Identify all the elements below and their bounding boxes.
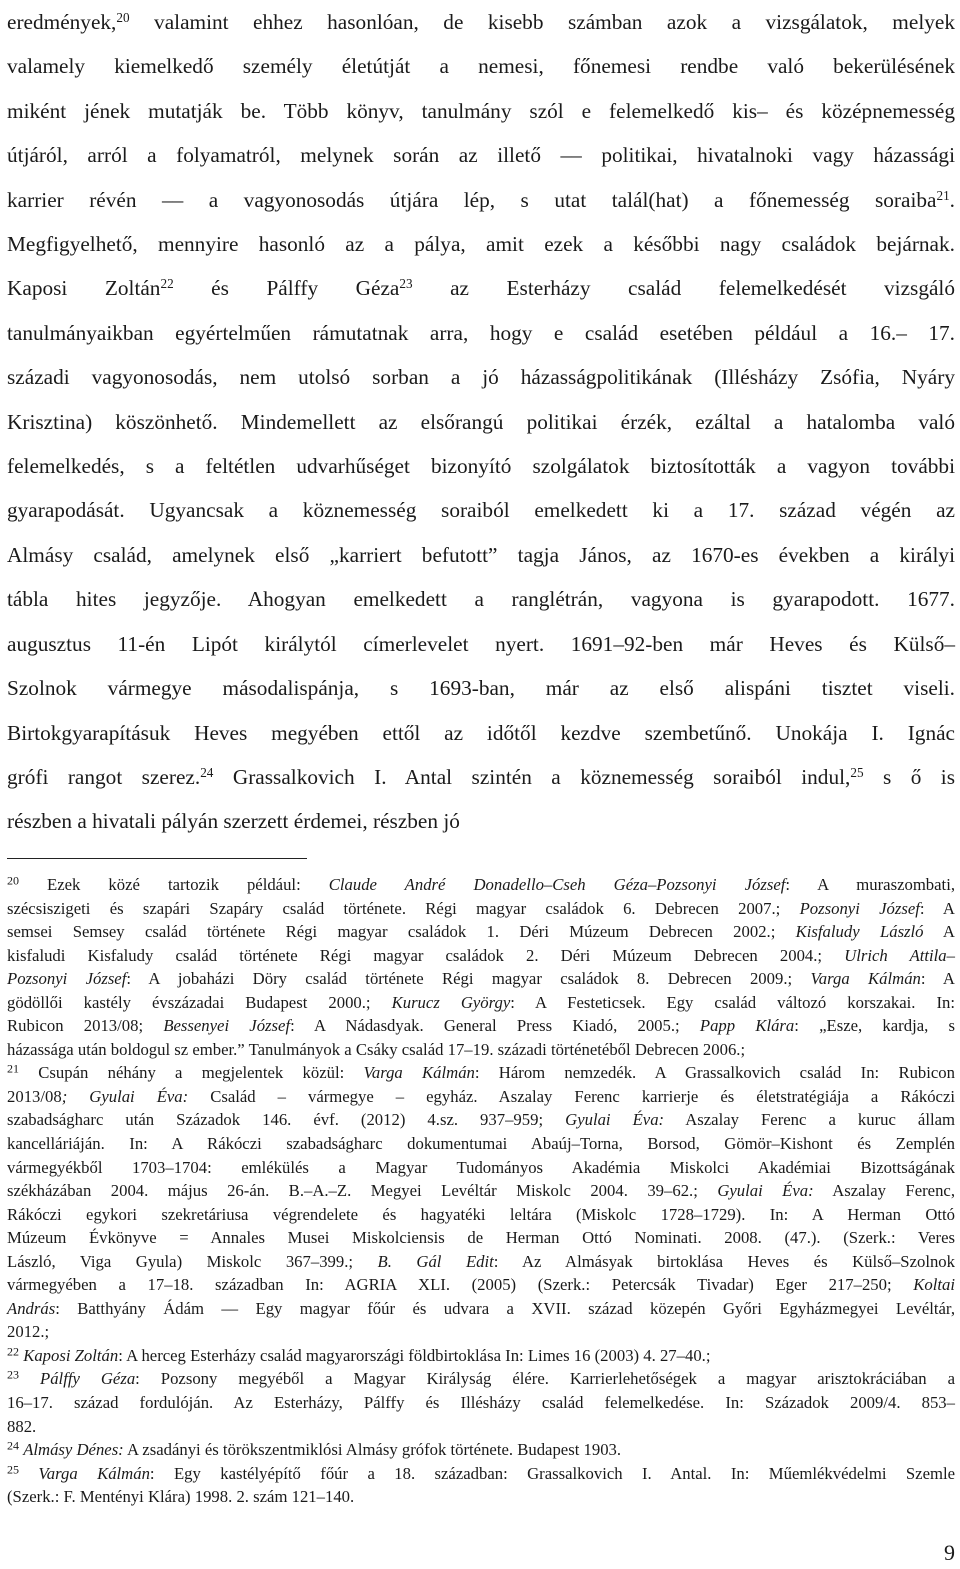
footnote-text-run: 2012.; bbox=[7, 1322, 50, 1342]
body-text-run: századi vagyonosodás, nem utolsó sorban a jó házasságpolitikának (Illésházy Zsófia, Nyáry bbox=[7, 365, 955, 390]
footnote-ref: 21 bbox=[936, 187, 950, 203]
footnote-line bbox=[7, 1156, 955, 1180]
footnote-text-run: gödöllői kastély évszázadai Budapest 2000.; bbox=[7, 992, 392, 1012]
footnote-line bbox=[7, 1367, 955, 1391]
footnote-author: András bbox=[7, 1298, 56, 1318]
footnote-line bbox=[7, 1273, 955, 1297]
footnote-author: Papp Klára bbox=[699, 1016, 795, 1036]
body-text-run: gyarapodását. Ugyancsak a köznemesség soraiból emelkedett ki a 17. század végén az bbox=[7, 498, 955, 523]
footnote-line bbox=[7, 1108, 955, 1132]
body-line bbox=[7, 133, 955, 177]
footnote-text-run: 16–17. század fordulóján. Az Esterházy, Pálffy és Illésházy család felemelkedése. In: Századok 2009/4. 853– bbox=[7, 1393, 955, 1413]
footnote-text-run: ; bbox=[348, 1251, 378, 1271]
body-text-run: valamint ehhez hasonlóan, de kisebb számban azok a vizsgálatok, melyek bbox=[129, 10, 955, 34]
footnote-number: 25 bbox=[7, 1462, 20, 1477]
footnote-text-run: Rákóczi egykori szekretáriusa végrendelete és hagyatéki leltára (Miskolc 1728–1729). In: A Herman Ottó bbox=[7, 1204, 955, 1224]
body-line bbox=[7, 311, 955, 355]
body-line bbox=[7, 666, 955, 710]
footnote-text-run: házassága után boldogul sz ember.” Tanulmányok a Csáky család 17–19. századi történetéből Debrecen 2006.; bbox=[7, 1039, 746, 1059]
body-text-run: s ő is bbox=[863, 764, 955, 789]
footnote-text-run: : Az Almásyak birtoklása Heves és Külső–Szolnok bbox=[493, 1251, 955, 1271]
footnote-number: 23 bbox=[7, 1368, 20, 1383]
footnote-line bbox=[7, 873, 955, 897]
footnote-ref: 22 bbox=[160, 276, 174, 292]
footnote-ref: 20 bbox=[116, 9, 130, 25]
footnote-author: Varga Kálmán bbox=[810, 969, 921, 989]
footnote-line bbox=[7, 1485, 955, 1509]
footnote-author: Gyulai Éva: bbox=[717, 1181, 814, 1201]
footnote-text-run: vármegyékből 1703–1704: emlékülés a Magyar Tudományos Akadémia Miskolci Akadémiai Bizottságának bbox=[7, 1157, 955, 1177]
footnote-author: Gyulai Éva: bbox=[565, 1110, 665, 1130]
body-text-run: karrier révén –– a vagyonosodás útjára lép, s utat talál(hat) a főnemesség soraiba bbox=[7, 187, 937, 212]
footnote-line bbox=[7, 897, 955, 921]
footnote-line bbox=[7, 1462, 955, 1486]
body-text-run: grófi rangot szerez. bbox=[7, 764, 201, 789]
footnote-text-run: semsei Semsey család története Régi magyar családok 1. Déri Múzeum Debrecen 2002.; bbox=[7, 922, 796, 942]
footnote-text-run: Csupán néhány a megjelentek közül: bbox=[19, 1063, 364, 1083]
footnote-line bbox=[7, 1250, 955, 1274]
footnote-author: Almásy Dénes: bbox=[23, 1440, 124, 1460]
body-line bbox=[7, 222, 955, 266]
footnote-author: Ulrich Attila– bbox=[844, 945, 955, 965]
page-number: 9 bbox=[944, 1540, 955, 1565]
footnote-text-run: 2013/08 bbox=[7, 1086, 62, 1106]
body-text-run: felemelkedés, s a feltétlen udvarhűséget bizonyító szolgálatok biztosították a vagyon további bbox=[7, 454, 955, 479]
footnote-ref: 25 bbox=[850, 764, 864, 780]
footnote-text-run: (Szerk.: F. Mentényi Klára) 1998. 2. szám 121–140. bbox=[7, 1487, 355, 1507]
footnote-line bbox=[7, 1320, 955, 1344]
footnote-line bbox=[7, 944, 955, 968]
footnote-text-run: székházában 2004. május 26-án. B.–A.–Z. Megyei Levéltár Miskolc 2004. 39–62.; bbox=[7, 1181, 718, 1201]
footnote-number: 20 bbox=[7, 873, 20, 888]
footnote-author: Kaposi Zoltán bbox=[23, 1345, 119, 1365]
footnote-author: Varga Kálmán bbox=[363, 1063, 475, 1083]
body-text-run: augusztus 11-én Lipót királytól címerlevelet nyert. 1691–92-ben már Heves és Külső– bbox=[7, 631, 955, 656]
footnote-separator bbox=[7, 858, 307, 859]
footnote-line bbox=[7, 1014, 955, 1038]
footnote-line bbox=[7, 967, 955, 991]
footnote-text-run: vármegyében a 17–18. században In: AGRIA XLI. (2005) (Szerk.: Petercsák Tivadar) Eger 217–250; bbox=[7, 1275, 914, 1295]
body-text-run: és Pálffy Géza bbox=[173, 276, 400, 301]
footnote-author: Claude André Donadello–Cseh Géza–Pozsonyi József bbox=[328, 875, 786, 894]
footnote-text-run: kancelláriáján. In: A Rákóczi szabadságharc dokumentumai Abaúj–Torna, Borsod, Gömör–Kishont és Zemplén bbox=[7, 1134, 955, 1154]
footnote-text-run: : Három nemzedék. A Grassalkovich család In: Rubicon bbox=[474, 1063, 955, 1083]
body-line bbox=[7, 799, 955, 843]
body-text-run: részben a hivatali pályán szerzett érdemei, részben jó bbox=[7, 809, 460, 834]
footnote-number: 22 bbox=[7, 1344, 20, 1359]
body-line bbox=[7, 533, 955, 577]
footnote-text-run bbox=[19, 1369, 40, 1388]
body-text-run: Krisztina) köszönhető. Mindemellett az elsőrangú politikai érzék, ezáltal a hatalomba való bbox=[7, 409, 955, 434]
body-line bbox=[7, 400, 955, 444]
footnote-author: B. Gál Edit bbox=[377, 1251, 494, 1271]
footnote-text-run: Aszalay Ferenc, bbox=[813, 1181, 955, 1201]
footnote-author: Koltai bbox=[913, 1275, 955, 1295]
body-text-run: miként jének mutatják be. Több könyv, tanulmány szól e felemelkedő kis– és középnemesség bbox=[7, 98, 955, 123]
footnote-text-run: : Egy kastélyépítő főúr a 18. században: Grassalkovich I. Antal. In: Műemlékvédelmi Szemle bbox=[149, 1463, 955, 1483]
footnote-author: Kurucz György bbox=[391, 992, 511, 1012]
body-line bbox=[7, 0, 955, 44]
body-text-run: Megfigyelhető, mennyire hasonló az a pálya, amit ezek a későbbi nagy családok bejárnak. bbox=[7, 232, 955, 257]
body-text-run: valamely kiemelkedő személy életútját a nemesi, főnemesi rendbe való bekerülésének bbox=[7, 54, 955, 79]
footnote-line bbox=[7, 1391, 955, 1415]
footnote-number: 21 bbox=[7, 1061, 20, 1076]
body-text-run: tanulmányaikban egyértelműen rámutatnak arra, hogy e család esetében például a 16.– 17. bbox=[7, 320, 955, 345]
footnote-author: Pozsonyi József bbox=[799, 898, 920, 918]
body-line bbox=[7, 622, 955, 666]
body-text-run: . bbox=[949, 187, 955, 212]
footnote-line bbox=[7, 991, 955, 1015]
footnote-number: 24 bbox=[7, 1438, 20, 1453]
body-text-run: Szolnok vármegye másodalispánja, s 1693-ban, már az első alispáni tisztet viseli. bbox=[7, 676, 955, 701]
footnote-text-run: Ezek közé tartozik például: bbox=[19, 875, 329, 894]
footnote-line bbox=[7, 1038, 955, 1062]
footnote-text-run: A bbox=[923, 922, 955, 942]
footnotes bbox=[7, 873, 955, 1509]
body-text-run: Kaposi Zoltán bbox=[7, 276, 161, 301]
footnote-text-run: : A bbox=[919, 898, 955, 918]
body-text-run: az Esterházy család felemelkedését vizsgáló bbox=[412, 276, 955, 301]
footnote-author: ; Gyulai Éva: bbox=[61, 1086, 189, 1106]
footnote-text-run: Család – vármegye – egyház. Aszalay Ferenc karrierje és életstratégiája a Rákóczi bbox=[188, 1086, 955, 1106]
footnote-text-run: : „Esze, kardja, s bbox=[794, 1016, 955, 1036]
footnote-text-run: 882. bbox=[7, 1416, 37, 1436]
body-text-run: Almásy család, amelynek első „karriert befutott” tagja János, az 1670-es években a királyi bbox=[7, 542, 955, 567]
body-line bbox=[7, 755, 955, 799]
footnote-text-run: : A Festeticsek. Egy család változó korszakai. In: bbox=[510, 992, 955, 1012]
body-text-run: Grassalkovich I. Antal szintén a köznemesség soraiból indul, bbox=[213, 764, 851, 789]
footnote-author: Pozsonyi József bbox=[7, 969, 127, 989]
footnote-line bbox=[7, 1438, 955, 1462]
body-line bbox=[7, 488, 955, 532]
body-line bbox=[7, 89, 955, 133]
body-line bbox=[7, 178, 955, 222]
footnote-text-run bbox=[19, 1464, 38, 1483]
body-line bbox=[7, 266, 955, 310]
footnote-line bbox=[7, 1132, 955, 1156]
body-text-run: tábla hites jegyzője. Ahogyan emelkedett a ranglétrán, vagyona is gyarapodott. 1677. bbox=[7, 587, 955, 612]
footnote-text-run: László, Viga Gyula) Miskolc 367–399. bbox=[7, 1251, 349, 1271]
footnote-line bbox=[7, 1203, 955, 1227]
body-line bbox=[7, 577, 955, 621]
footnote-line bbox=[7, 1297, 955, 1321]
footnote-ref: 23 bbox=[399, 276, 413, 292]
footnote-text-run: : Pozsony megyéből a Magyar Királyság élére. Karrierlehetőségek a magyar arisztokráciában a bbox=[135, 1369, 956, 1389]
footnote-ref: 24 bbox=[200, 764, 214, 780]
footnote-text-run: A zsadányi és törökszentmiklósi Almásy grófok története. Budapest 1903. bbox=[123, 1440, 622, 1460]
footnote-text-run: : A bbox=[920, 969, 955, 989]
body-line bbox=[7, 44, 955, 88]
footnote-text-run: : A Nádasdyak. General Press Kiadó, 2005.; bbox=[290, 1016, 700, 1036]
footnote-author: Varga Kálmán bbox=[38, 1463, 150, 1483]
footnote-text-run: : Batthyány Ádám — Egy magyar főúr és udvara a XVII. század közepén Győri Egyházmegyei Levéltár, bbox=[55, 1298, 955, 1318]
footnote-text-run: Múzeum Évkönyve = Annales Musei Miskolciensis de Herman Ottó Nominati. 2008. (47.). (Szerk.: Veres bbox=[7, 1228, 955, 1248]
body-text-run: eredmények, bbox=[7, 10, 117, 34]
footnote-text-run: szécsiszigeti és szapári Szapáry család története. Régi magyar családok 6. Debrecen 2007.; bbox=[7, 898, 800, 918]
body-line bbox=[7, 444, 955, 488]
footnote-line bbox=[7, 920, 955, 944]
footnote-text-run: : A muraszombati, bbox=[785, 875, 955, 894]
body-text-run: Birtokgyarapításuk Heves megyében ettől az időtől kezdve szembetűnő. Unokája I. Ignác bbox=[7, 720, 955, 745]
footnote-line bbox=[7, 1061, 955, 1085]
body-line bbox=[7, 355, 955, 399]
footnote-author: Bessenyei József bbox=[163, 1016, 291, 1036]
footnote-line bbox=[7, 1179, 955, 1203]
footnote-text-run: : A herceg Esterházy család magyarországi földbirtoklása In: Limes 16 (2003) 4. 27–40.; bbox=[118, 1345, 711, 1365]
footnote-line bbox=[7, 1226, 955, 1250]
footnote-line bbox=[7, 1344, 955, 1368]
footnote-text-run: Rubicon 2013/08; bbox=[7, 1016, 164, 1036]
footnote-text-run: Aszalay Ferenc a kuruc állam bbox=[664, 1110, 955, 1130]
footnote-line bbox=[7, 1085, 955, 1109]
footnote-author: Kisfaludy László bbox=[795, 922, 924, 942]
footnote-text-run: szabadságharc után Századok 146. évf. (2012) 4.sz. 937–959; bbox=[7, 1110, 566, 1130]
body-text bbox=[7, 0, 955, 844]
body-text-run: útjáról, arról a folyamatról, melynek során az illető –– politikai, hivatalnoki vagy házassági bbox=[7, 143, 955, 168]
body-line bbox=[7, 711, 955, 755]
footnote-author: Pálffy Géza bbox=[40, 1369, 136, 1389]
footnote-line bbox=[7, 1415, 955, 1439]
footnote-text-run: : A jobaházi Döry család története Régi magyar családok 8. Debrecen 2009.; bbox=[126, 969, 811, 989]
footnote-text-run: kisfaludi Kisfaludy család története Régi magyar családok 2. Déri Múzeum Debrecen 2004.; bbox=[7, 945, 845, 965]
